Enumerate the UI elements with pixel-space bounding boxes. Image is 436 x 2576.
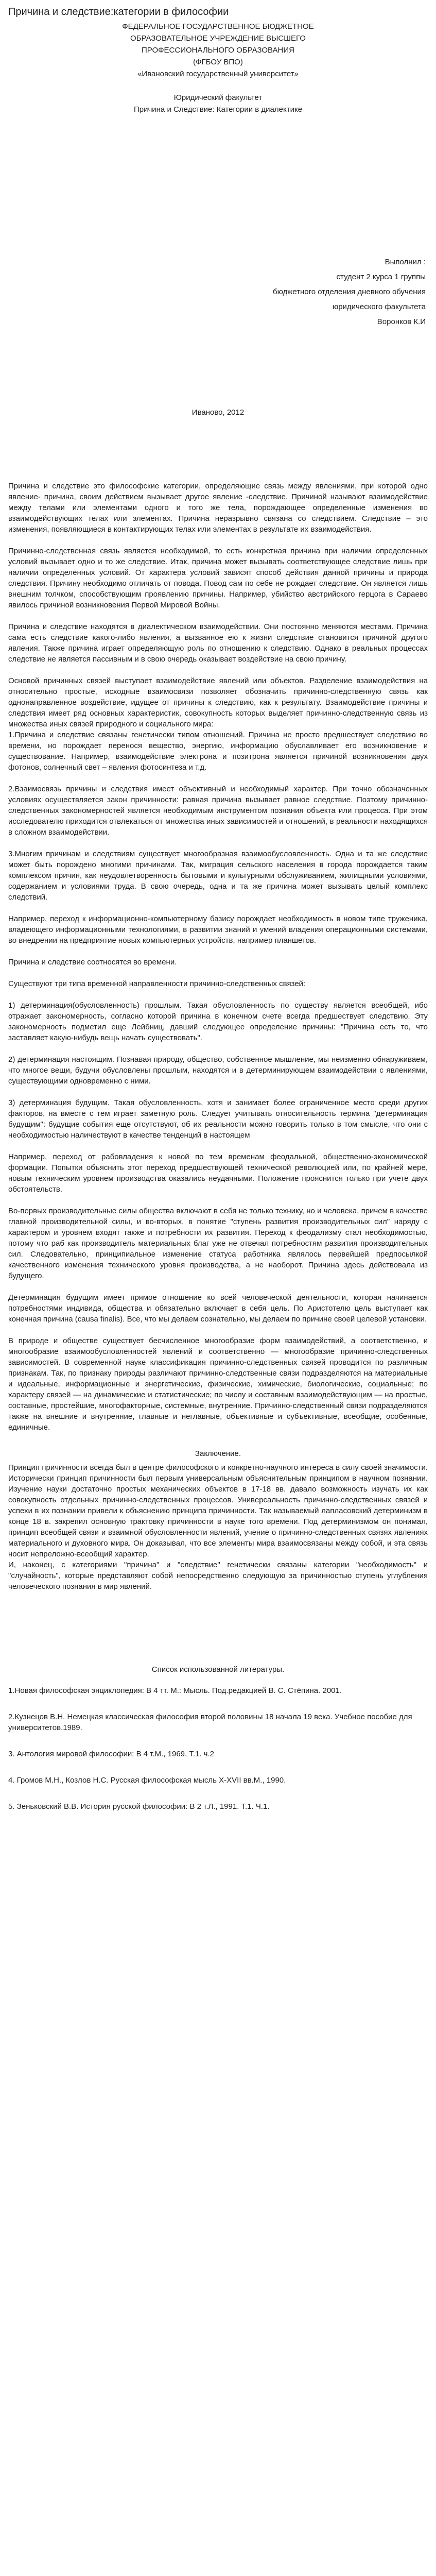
university-header (8, 21, 428, 115)
paragraph: 3.Многим причинам и следствиям существует многообразная взаимообусловленность. Одна и та же следствие может быть порождено многими причинами. Так, миграция сельского населения в города порождается таким комплексом причин, как неудовлетворенность бытовыми и культурными обслуживанием, жилищными условиями, содержанием и условиями труда. В свою очередь, одна и та же причина может вызывать целый комплекс следствий. (8, 850, 428, 902)
header-line: ФЕДЕРАЛЬНОЕ ГОСУДАРСТВЕННОЕ БЮДЖЕТНОЕ (122, 22, 314, 31)
author-line: бюджетного отделения дневного обучения (273, 287, 426, 296)
conclusion-section (8, 1448, 428, 1592)
paragraph: Например, переход от рабовладения к новой по тем временам феодальной, общественно-экономической формации. Попытки объяснить этот переход предшествующей технической революцией или, по крайней мере, новым техническим уровнем производства оказались неудачными. Положение прояснится только при учете двух обстоятельств. (8, 1153, 428, 1194)
paragraph: Детерминация будущим имеет прямое отношение ко всей человеческой деятельности, которая начинается потребностями индивида, общества и обязательно включает в себя цель. По Аристотелю цель выступает как конечная причина (causa finalis). Все, что мы делаем сознательно, мы делаем по причине своей целевой установки. (8, 1293, 428, 1324)
paragraph: Основой причинных связей выступает взаимодействие явлений или объектов. Разделение взаимодействия на относительно простые, исходные взаимосвязи позволяет обозначить причинно-следственную связь как однонаправленное воздействие, идущее от причины к следствию, как к результату. Взаимодействие причины и следствия имеет ряд основных характеристик, совокупность которых выделяет причинно-следственную связь из множества иных связей природного и социального мира: (8, 676, 428, 728)
header-line: ОБРАЗОВАТЕЛЬНОЕ УЧРЕЖДЕНИЕ ВЫСШЕГО (130, 34, 306, 43)
reference-item: 3. Антология мировой философии: В 4 т.М., 1969. Т.1. ч.2 (8, 1750, 215, 1758)
paragraph: Например, переход к информационно-компьютерному базису порождает необходимость в новом типе труженика, владеющего информационными технологиями, в развитии знаний и умений владения операционными системами, во внедрении на предприятие новых компьютерных устройств, например планшетов. (8, 914, 428, 945)
paragraph: И, наконец, с категориями "причина" и "следствие" генетически связаны категории "необходимость" и "случайность", которые представляют собой непосредственно следующую за причинностью ступень углубления человеческого познания в мир явлений. (8, 1561, 428, 1591)
paragraph: Причина и следствие соотносятся во времени. (8, 958, 177, 967)
paragraph: Принцип причинности всегда был в центре философского и конкретно-научного интереса в силу своей значимости. Исторически принцип причинности был первым универсальным объяснительным принципом в научном познании. Изучение науки достаточно простых механических объектов в 17-18 вв. давало возможность изучать их как совокупность отдельных причинно-следственных процессов. Универсальность причинно-следственных связей и успехи в их познании привели к объяснению принципа причинности. Так называемый лапласовский детерминизм в конце 18 в. закрепил основную трактовку причинности в науке того времени. Под детерминизмом он понимал, принцип всеобщей связи и взаимной обусловленности явлений, учение о причинно-следственных связях явлениях материального и духовного мира. Он доказывал, что все элементы мира взаимосвязаны между собой, и эта связь носит непреложно-всеобщий характер. (8, 1463, 428, 1558)
paragraph: Причина и следствие находятся в диалектическом взаимодействии. Они постоянно меняются местами. Причина сама есть следствие какого-либо явления, а вызванное ею к жизни следствие становится причиной другого явления. Также причина играет определяющую роль по отношению к следствию. Однако в реальных процессах следствие не является пассивным и в свою очередь оказывает воздействие на свою причину. (8, 622, 428, 664)
city-year: Иваново, 2012 (191, 408, 245, 417)
paragraph: Существуют три типа временной направленности причинно-следственных связей: (8, 979, 306, 988)
header-line: «Ивановский государственный университет» (137, 70, 299, 78)
paragraph: 2) детерминация настоящим. Познавая природу, общество, собственное мышление, мы неизменно обнаруживаем, что многое вещи, будучи обусловлены прошлым, находятся и в детерминирующем взаимодействии с явлениями, существующими одновременно с ними. (8, 1055, 428, 1086)
conclusion-title: Заключение. (195, 1449, 241, 1458)
header-line: (ФГБОУ ВПО) (193, 58, 243, 66)
paragraph: 2.Взаимосвязь причины и следствия имеет объективный и необходимый характер. При точно обозначенных условиях осуществляется закон причинности: равная причина вызывает равное следствие. Поэтому причинно-следственных закономерностей является необходимым инструментом познания объекта или процесса. При этом исследователю приходится отвлекаться от множества иных зависимостей и отношений, в реальности находящихся в сложном взаимодействии. (8, 785, 428, 837)
main-text (8, 481, 428, 1433)
paragraph: В природе и обществе существует бесчисленное многообразие форм взаимодействий, а соответственно, и многообразие взаимообусловленностей явлений и соответственно — многообразие причинно-следственных зависимостей. В современной науке классификация причинно-следственных связей проводится по различным признакам. Так, по признаку природы различают причинно-следственные связи подразделяются на материальные и идеальные, информационные и энергетические, физические, химические, биологические, социальные; по характеру связей — на динамические и статистические; по числу и составным взаимодействующим — на простые, составные, простейшие, многофакторные, системные, внутренние. Причинно-следственный связи подразделяются также на внешние и внутренние, главные и неглавные, объективные и субъективные, всеобщие, особенные, единичные. (8, 1336, 428, 1432)
author-line: Выполнил : (385, 258, 426, 266)
paragraph: 1.Причина и следствие связаны генетически типом отношений. Причина не просто предшествует следствию во времени, но порождает перенося вещество, энергию, информацию обуславливает его возникновение и существование. Например, взаимодействие электрона и позитрона является причиной возникновения двух фотонов, солнечный свет – явления фотосинтеза и т.д. (8, 731, 428, 772)
paragraph: Во-первых производительные силы общества включают в себя не только технику, но и человека, причем в качестве главной производительной силы, и во-вторых, в понятие "ступень развития производительных сил" наряду с характером и уровнем входят также и потребности их развития. Переход к феодализму стал необходимостью, потому что раб как производитель материальных благ уже не отвечал потребностям развития производительных сил. Следовательно, принципиальное изменение статуса работника являлось первейшей предпосылкой качественного изменения технического уровня производства, а не наоборот. Причина здесь действовала из будущего. (8, 1207, 428, 1280)
paragraph: Причина и следствие это философские категории, определяющие связь между явлениями, при которой одно явление- причина, своим действием вызывает другое явление -следствие. Причиной называют взаимодействие между телами или элементами одного и того же тела, порождающее определенные изменения во взаимодействующих телах или элементах. Причина неразрывно связана со следствием. Следствие – это изменения, появляющиеся в контактирующих телах или элементах в результате их взаимодействия. (8, 482, 428, 534)
paragraph: Причинно-следственная связь является необходимой, то есть конкретная причина при наличии определенных условий вызывает одно и то же следствие. Итак, причина может вызывать соответствующее следствие лишь при наличии определенных условий. От характера условий зависят способ действия данной причины и природа следствия. Причину необходимо отличать от повода. Повод сам по себе не рождает следствие. Он является лишь внешним толчком, способствующим проявлению причины. Например, убийство австрийского герцога в Сараево явилось причиной возникновения Первой Мировой Войны. (8, 547, 428, 609)
reference-item: 5. Зеньковский В.В. История русской философии: В 2 т.Л., 1991. Т.1. Ч.1. (8, 1802, 270, 1811)
document-title: Причина и следствие:категории в философии (8, 6, 229, 18)
reference-item: 4. Громов М.Н., Козлов Н.С. Русская философская мысль Х-XVII вв.М., 1990. (8, 1776, 286, 1785)
author-name: Воронков К.И (377, 317, 426, 326)
paragraph: 1) детерминация(обусловленность) прошлым. Такая обусловленность по существу является всеобщей, ибо отражает закономерность, согласно которой причина в конечном счете всегда предшествует следствию. Эту закономерность подметил еще Лейбниц, давший следующее определение причины: "Причина есть то, что заставляет какую-нибудь вещь начать существовать". (8, 1001, 428, 1042)
header-line: ПРОФЕССИОНАЛЬНОГО ОБРАЗОВАНИЯ (142, 46, 294, 55)
reference-item: 2.Кузнецов В.Н. Немецкая классическая философия второй половины 18 начала 19 века. Учебное пособие для университетов.1989. (8, 1713, 412, 1732)
reference-item: 1.Новая философская энциклопедия: В 4 тт. М.: Мысль. Под.редакцией В. С. Стёпина. 2001. (8, 1686, 342, 1695)
work-title: Причина и Следствие: Категории в диалектике (133, 105, 303, 114)
faculty-name: Юридический факультет (173, 93, 263, 102)
header-line (8, 80, 428, 92)
paragraph: 3) детерминация будущим. Такая обусловленность, хотя и занимает более ограниченное место среди других факторов, на вместе с тем играет заметную роль. Следует учитывать относительность термина "детерминация будущим": будущие события еще отсутствуют, об их реальности можно говорить только в том смысле, что они с необходимостью наличествуют в качестве тенденций в настоящем (8, 1098, 428, 1140)
references-title: Список использованной литературы. (151, 1665, 285, 1674)
author-line: студент 2 курса 1 группы (336, 273, 426, 281)
references-section (8, 1664, 428, 1812)
author-line: юридического факультета (332, 302, 426, 311)
author-block (8, 255, 428, 329)
